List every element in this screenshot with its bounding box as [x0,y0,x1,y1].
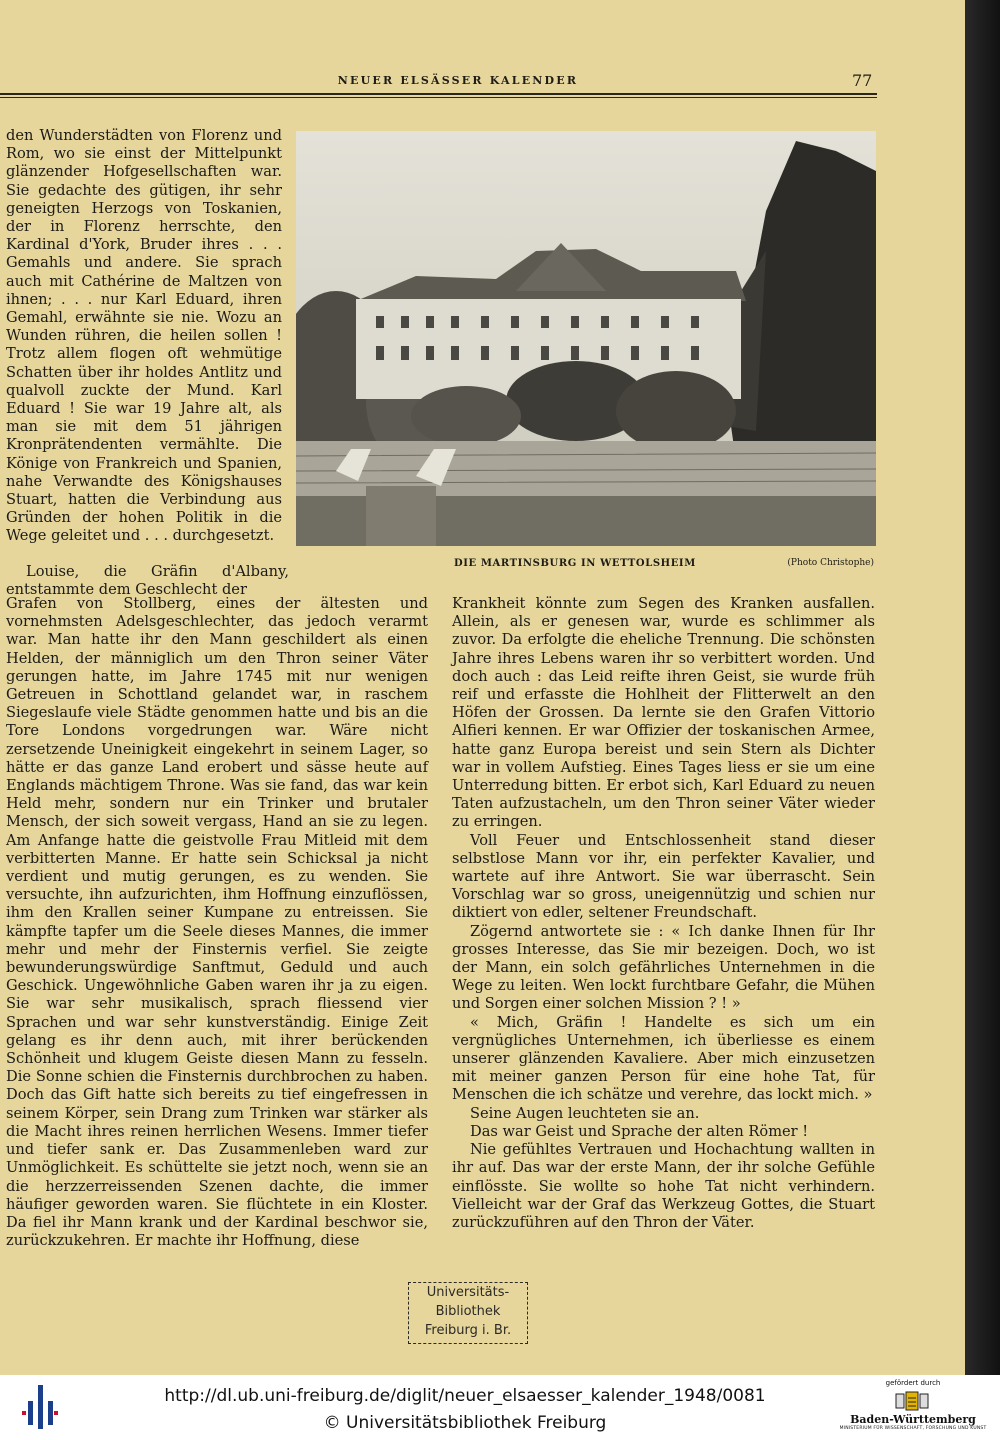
caption-title: DIE MARTINSBURG IN WETTOLSHEIM [454,558,696,569]
column-left-mid [6,563,289,599]
paragraph: Krankheit könnte zum Segen des Kranken ausfallen. Allein, als er genesen war, wurde es schlimmer als zuvor. Da erfolgte die eheliche Trennung. Die schönsten Jahre ihres Lebens waren ihr so verbittert worden. Und doch auch : das Leid reifte ihren Geist, sie wurde früh reif und erfasste die Hohlheit der Flitterwelt an den Höfen der Grossen. Da lernte sie den Grafen Vittorio Alfieri kennen. Er war Offizier der toskanischen Armee, hatte ganz Europa bereist und sein Stern als Dichter war in vollem Aufstieg. Eines Tages liess er sie um eine Unterredung bitten. Er erbot sich, Karl Eduard zu neuen Taten aufzustacheln, um den Thron seiner Väter wieder zu erringen. [452,595,875,831]
paragraph: den Wunderstädten von Florenz und Rom, wo sie einst der Mittelpunkt glänzender Hofgesellschaften war. Sie gedachte des gütigen, ihr sehr geneigten Herzogs von Toskanien, der in Florenz herrschte, den Kardinal d'York, Bruder ihres . . . Gemahls und andere. Sie sprach auch mit Cathérine de Maltzen von ihnen; . . . nur Karl Eduard, ihren Gemahl, erwähnte sie nie. Wozu an Wunden rühren, die heilen sollen ! Trotz allem flogen oft wehmütige Schatten über ihr holdes Antlitz und qualvoll zuckte der Mund. Karl Eduard ! Sie war 19 Jahre alt, als man sie mit dem 51 jährigen Kronprätendenten vermählte. Die Könige von Frankreich und Spanien, nahe Verwandte des Königshauses Stuart, hatten die Verbindung aus Gründen der hohen Politik in die Wege geleitet und . . . durchgesetzt. [6,127,282,545]
baden-wuerttemberg-crest-icon [892,1390,932,1414]
library-stamp [408,1282,528,1344]
sponsor-label: gefördert durch [885,1379,941,1387]
document-url[interactable]: http://dl.ub.uni-freiburg.de/diglit/neuer_elsaesser_kalender_1948/0081 [164,1386,766,1406]
page-number: 77 [852,71,873,90]
photo-credit: (Photo Christophe) [787,558,874,568]
paragraph: Das war Geist und Sprache der alten Römer ! [470,1122,809,1140]
paragraph: Zögernd antwortete sie : « Ich danke Ihnen für Ihr grosses Interesse, das Sie mir bezeigen. Doch, wo ist der Mann, ein solch gefährliches Unternehmen in die Wege zu leiten. Wen lockt furchtbare Gefahr, die Mühen und Sorgen einer solchen Mission ? ! » [452,922,875,1013]
stamp-line: Freiburg i. Br. [424,1323,512,1338]
header-rule [0,93,877,95]
column-right [452,595,875,1232]
column-left-top [6,127,282,546]
copyright-notice: © Universitätsbibliothek Freiburg [323,1413,607,1433]
sponsor-ministry: MINISTERIUM FÜR WISSENSCHAFT, FORSCHUNG UND KUNST [839,1426,987,1431]
paragraph: Grafen von Stollberg, eines der ältesten und vornehmsten Adelsgeschlechter, das jedoch verarmt war. Man hatte ihr den Mann geschildert als einen Helden, der männiglich um den Thron seiner Väter gerungen hatte, im Jahre 1745 mit nur wenigen Getreuen in Schottland gelandet war, in raschem Siegeslaufe viele Städte genommen hatte und bis an die Tore Londons vorgedrungen war. Wäre nicht zersetzende Uneinigkeit eingekehrt in seinem Lager, so hätte er das ganze Land erobert und sässe heute auf Englands mächtigem Throne. Was sie fand, das war kein Held mehr, sondern nur ein Trinker und brutaler Mensch, der sich soweit vergass, Hand an sie zu legen. Am Anfange hatte die geistvolle Frau Mitleid mit dem verbitterten Manne. Er hatte sein Schicksal ja nicht verdient und mutig gerungen, es zu wenden. Sie versuchte, ihn aufzurichten, ihm Hoffnung einzuflössen, ihm den Krallen seiner Kumpane zu entreissen. Sie kämpfte tapfer um die Seele dieses Mannes, die immer mehr und mehr der Finsternis verfiel. Sie zeigte bewunderungswürdige Sanftmut, Geduld und auch Geschick. Ungewöhnliche Gaben waren ihr ja zu eigen. Sie war sehr musikalisch, sprach fliessend vier Sprachen und war sehr kunstverständig. Einige Zeit gelang es ihr denn auch, mit ihrer berückenden Schönheit und klugem Geiste diesen Mann zu fesseln. Die Sonne schien die Finsternis durchbrochen zu haben. Doch das Gift hatte sich bereits zu tief eingefressen in seinem Körper, sein Drang zum Trinken war stärker als die Macht ihres reinen herrlichen Wesens. Immer tiefer und tiefer sank er. Das Zusammenleben ward zur Unmöglichkeit. Es schüttelte sie jetzt noch, wenn sie an die herzzerreissenden Szenen dachte, die immer häufiger geworden waren. Sie flüchtete in ein Kloster. Da fiel ihr Mann krank und der Kardinal beschwor sie, zurückzukehren. Er machte ihr Hoffnung, diese [6,595,428,1250]
castle-photo [296,131,876,546]
stamp-line: Universitäts- [426,1285,510,1300]
paragraph: Voll Feuer und Entschlossenheit stand dieser selbstlose Mann vor ihr, ein perfekter Kavalier, und wartete auf ihre Antwort. Sie war überrascht. Sein Vorschlag war so gross, uneigennützig und schien nur diktiert von edler, seltener Freundschaft. [452,831,875,922]
page-edge [965,0,1000,1375]
paragraph: Seine Augen leuchteten sie an. [470,1104,700,1122]
running-title: NEUER ELSÄSSER KALENDER [337,74,579,87]
sponsor-name: Baden-Württemberg [850,1413,976,1426]
photo-caption [296,558,876,574]
paragraph: Louise, die Gräfin d'Albany, entstammte dem Geschlecht der [6,563,289,599]
viewer-footer [0,1375,1000,1440]
castle-photo-image [296,131,876,546]
stamp-line: Bibliothek [435,1304,501,1319]
column-left-bottom [6,595,428,1250]
sponsor-block [838,1379,988,1431]
header-rule-thin [0,97,877,98]
paragraph: « Mich, Gräfin ! Handelte es sich um ein vergnügliches Unternehmen, ich überliesse es einem unserer glänzenden Kavaliere. Aber mich einzusetzen mit meiner ganzen Person für eine hohe Tat, für Menschen die ich schätze und verehre, das lockt mich. » [452,1013,875,1104]
paragraph: Nie gefühltes Vertrauen und Hochachtung wallten in ihr auf. Das war der erste Mann, der ihr solche Gefühle einflösste. Sie wollte so hohe Tat nicht verhindern. Vielleicht war der Graf das Werkzeug Gottes, die Stuart zurückzuführen auf den Thron der Väter. [452,1141,875,1231]
